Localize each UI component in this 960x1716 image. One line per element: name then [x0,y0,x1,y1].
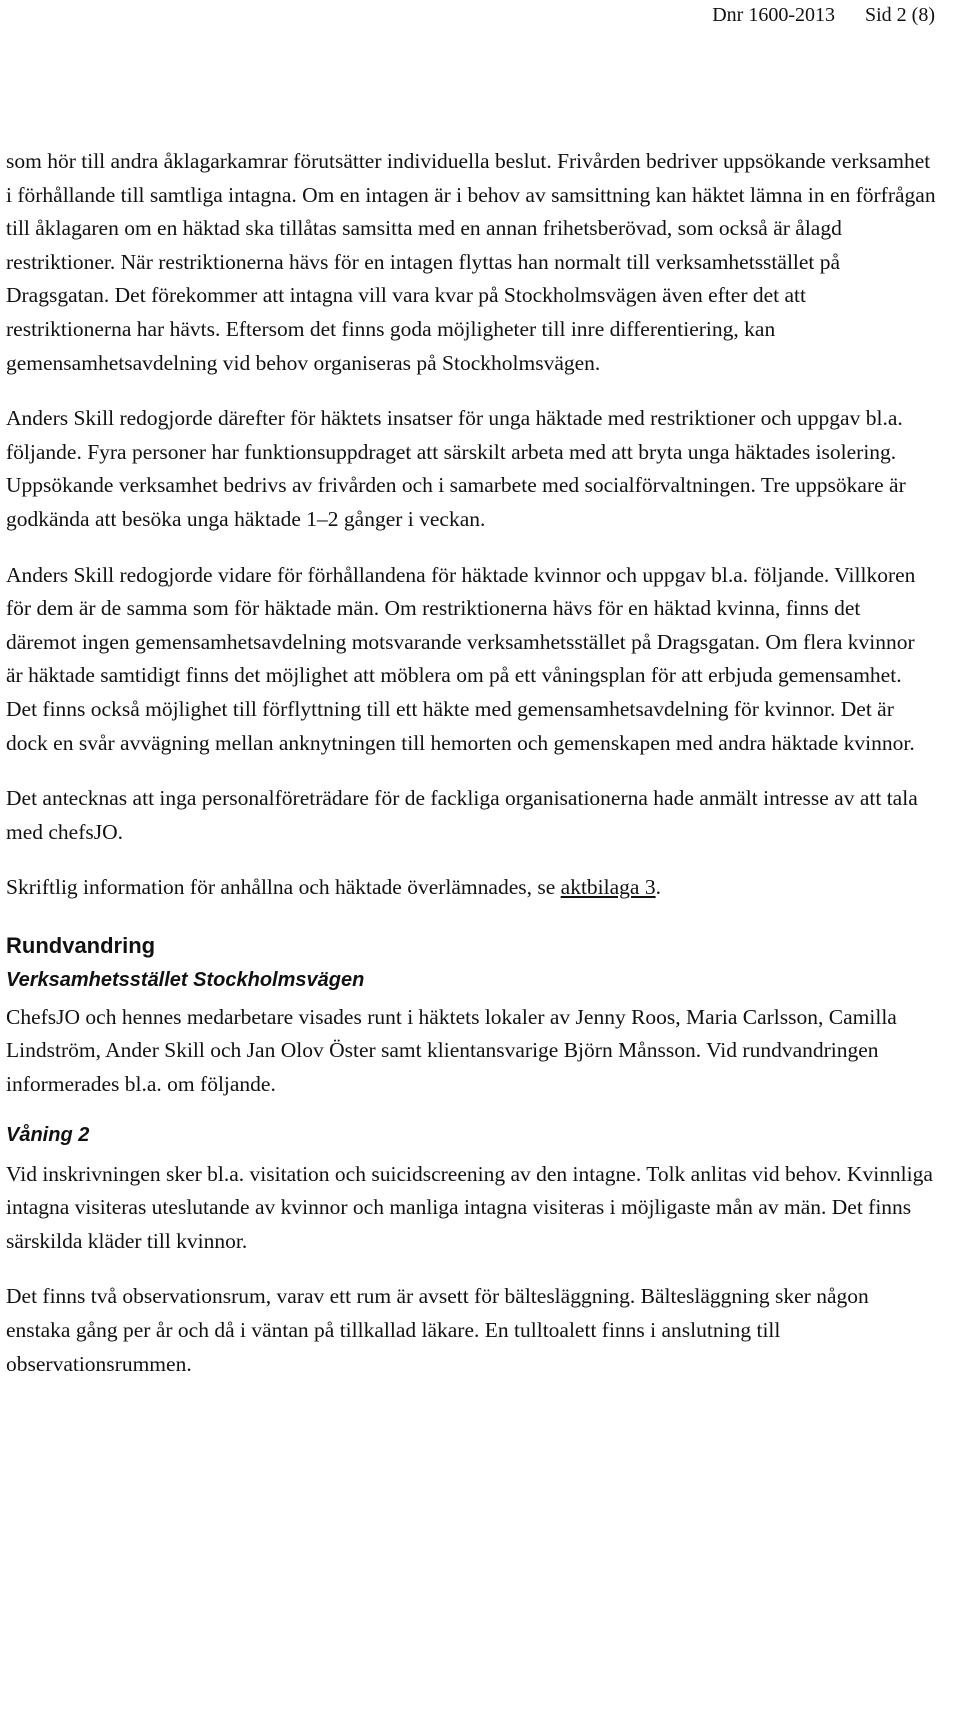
paragraph-text: Skriftlig information för anhållna och häktade överlämnades, se [6,875,561,900]
paragraph: Anders Skill redogjorde därefter för häktets insatser för unga häktade med restriktioner och uppgav bl.a. följande. Fyra personer har funktionsuppdraget att särskilt arbeta med att bryta unga häktades isolering. Uppsökande verksamhet bedrivs av frivården och i samarbete med socialförvaltningen. Tre uppsökare är godkända att besöka unga häktade 1–2 gånger i veckan. [6,406,906,531]
floor-heading: Våning 2 [6,1123,90,1146]
attachment-link[interactable]: aktbilaga 3 [560,875,656,900]
page-header [712,2,935,28]
paragraph: ChefsJO och hennes medarbetare visades runt i häktets lokaler av Jenny Roos, Maria Carlsson, Camilla Lindström, Ander Skill och Jan Olov Öster samt klientansvarige Björn Månsson. Vid rundvandringen informerades bl.a. om följande. [6,1004,897,1097]
document-number: Dnr 1600-2013 [712,4,835,26]
sub-heading: Verksamhetsstället Stockholmsvägen [6,968,365,991]
section-heading: Rundvandring [6,932,156,958]
paragraph [6,871,936,905]
paragraph-end: . [655,875,661,900]
paragraph: Det antecknas att inga personalföreträdare för de fackliga organisationerna hade anmält intresse av att tala med chefsJO. [6,786,918,844]
paragraph: Anders Skill redogjorde vidare för förhållandena för häktade kvinnor och uppgav bl.a. följande. Villkoren för dem är de samma som för häktade män. Om restriktionerna hävs för en häktad kvinna, finns det däremot ingen gemensamhetsavdelning motsvarande verksamhetsstället på Dragsgatan. Om flera kvinnor är häktade samtidigt finns det möjlighet att möblera om på ett våningsplan för att erbjuda gemensamhet. Det finns också möjlighet till förflyttning till ett häkte med gemensamhetsavdelning för kvinnor. Det är dock en svår avvägning mellan anknytningen till hemorten och gemenskapen med andra häktade kvinnor. [6,562,916,755]
paragraph: Vid inskrivningen sker bl.a. visitation och suicidscreening av den intagne. Tolk anlitas vid behov. Kvinnliga intagna visiteras uteslutande av kvinnor och manliga intagna visiteras i möjligaste mån av män. Det finns särskilda kläder till kvinnor. [6,1161,933,1253]
paragraph: som hör till andra åklagarkamrar förutsätter individuella beslut. Frivården bedriver uppsökande verksamhet i förhållande till samtliga intagna. Om en intagen är i behov av samsittning kan häktet lämna in en förfrågan till åklagaren om en häktad ska tillåtas samsitta med en annan frihetsberövad, som också är ålagd restriktioner. När restriktionerna hävs för en intagen flyttas han normalt till verksamhetsstället på Dragsgatan. Det förekommer att intagna vill vara kvar på Stockholmsvägen även efter det att restriktionerna har hävts. Eftersom det finns goda möjligheter till inre differentiering, kan gemensamhetsavdelning vid behov organiseras på Stockholmsvägen. [6,149,936,375]
page-number: Sid 2 (8) [865,4,935,26]
paragraph: Det finns två observationsrum, varav ett rum är avsett för bältesläggning. Bältesläggning sker någon enstaka gång per år och då i väntan på tillkallad läkare. En tulltoalett finns i anslutning till observationsrummen. [6,1284,869,1376]
document-body [6,145,936,1403]
